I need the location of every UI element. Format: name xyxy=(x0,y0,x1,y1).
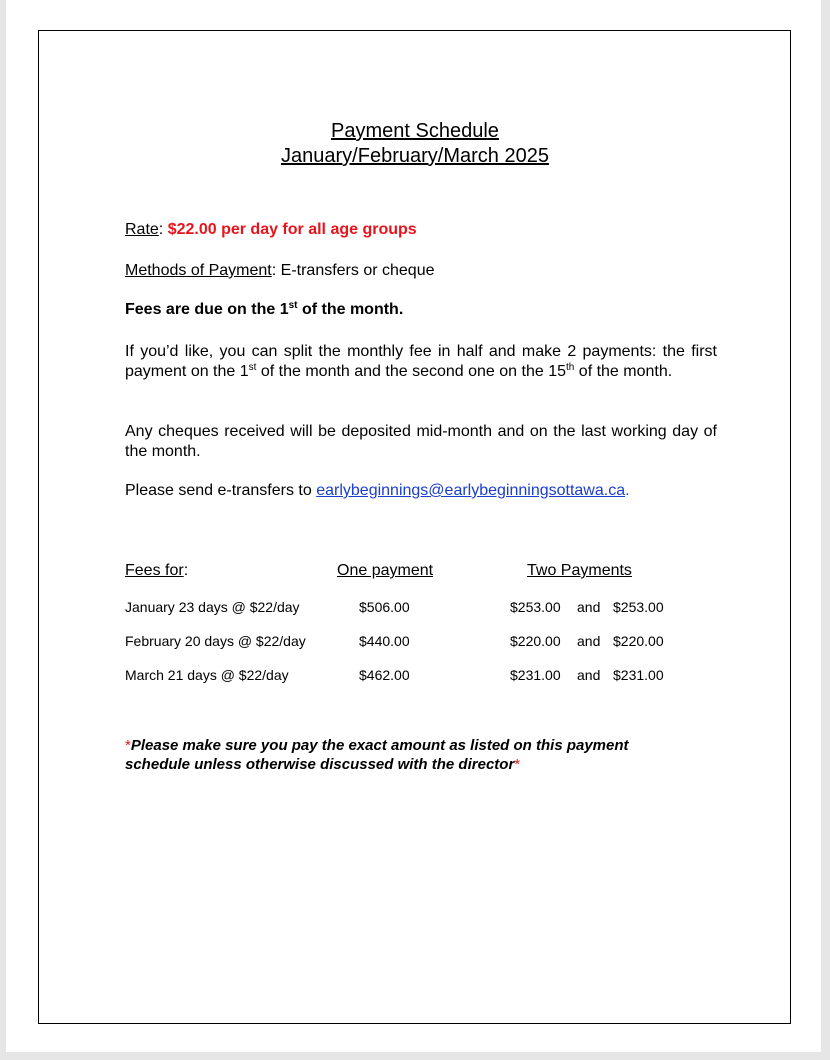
note-star-start: * xyxy=(125,737,131,754)
methods-value: E-transfers or cheque xyxy=(280,262,435,279)
page-border xyxy=(38,30,791,1024)
split-sup-2: th xyxy=(566,362,575,373)
row-label: March 21 days @ $22/day xyxy=(125,667,289,683)
row-and: and xyxy=(577,667,601,683)
page-title: Payment Schedule xyxy=(331,120,499,142)
row-two-payment-second: $231.00 xyxy=(613,667,664,683)
row-two-payment-second: $253.00 xyxy=(613,599,664,615)
split-text-2: of the month and the second one on the 15 xyxy=(256,363,566,380)
table-header-fees-for xyxy=(125,561,188,581)
fees-due-line xyxy=(125,300,717,320)
header-colon: : xyxy=(183,562,189,579)
row-two-payment-first: $253.00 xyxy=(510,599,561,615)
split-sup-1: st xyxy=(248,362,257,373)
row-two-payment-second: $220.00 xyxy=(613,633,664,649)
rate-line: Rate: $22.00 per day for all age groups xyxy=(125,221,417,238)
note-star-end: * xyxy=(514,756,521,773)
row-two-payment-first: $220.00 xyxy=(510,633,561,649)
fees-due-text: Fees are due on the 1 xyxy=(125,301,289,318)
etransfer-email-link[interactable]: earlybeginnings@earlybeginningsottawa.ca xyxy=(316,482,626,499)
methods-label: Methods of Payment xyxy=(125,262,272,279)
header-fees-for-text: Fees for xyxy=(125,562,184,579)
etransfer-period: . xyxy=(625,482,630,499)
etransfer-line xyxy=(125,481,717,501)
row-and: and xyxy=(577,599,601,615)
split-payment-paragraph xyxy=(125,342,717,382)
row-label: February 20 days @ $22/day xyxy=(125,633,306,649)
row-and: and xyxy=(577,633,601,649)
methods-line: Methods of Payment: E-transfers or cheque xyxy=(125,262,435,279)
note-text: Please make sure you pay the exact amount as listed on this payment schedule unless otherwise discussed with the director xyxy=(125,737,629,773)
row-one-payment: $462.00 xyxy=(359,667,410,683)
row-label: January 23 days @ $22/day xyxy=(125,599,300,615)
payment-note xyxy=(125,736,695,774)
page-subtitle: January/February/March 2025 xyxy=(281,145,549,167)
row-one-payment: $440.00 xyxy=(359,633,410,649)
row-one-payment: $506.00 xyxy=(359,599,410,615)
fees-due-text-end: of the month. xyxy=(297,301,404,318)
split-text-3: of the month. xyxy=(574,363,673,380)
etransfer-text: Please send e-transfers to xyxy=(125,482,317,499)
table-header-one-payment: One payment xyxy=(337,562,434,579)
rate-label: Rate xyxy=(125,221,159,238)
rate-value: $22.00 per day for all age groups xyxy=(167,221,417,238)
table-header-two-payments: Two Payments xyxy=(527,562,632,579)
fees-due-sup: st xyxy=(288,300,298,311)
split-text-1: If you’d like, you can split the monthly fee in half and make 2 payments: the first payment on the 1 xyxy=(125,343,717,380)
cheques-paragraph: Any cheques received will be deposited mid-month and on the last working day of the month. xyxy=(125,423,717,460)
row-two-payment-first: $231.00 xyxy=(510,667,561,683)
